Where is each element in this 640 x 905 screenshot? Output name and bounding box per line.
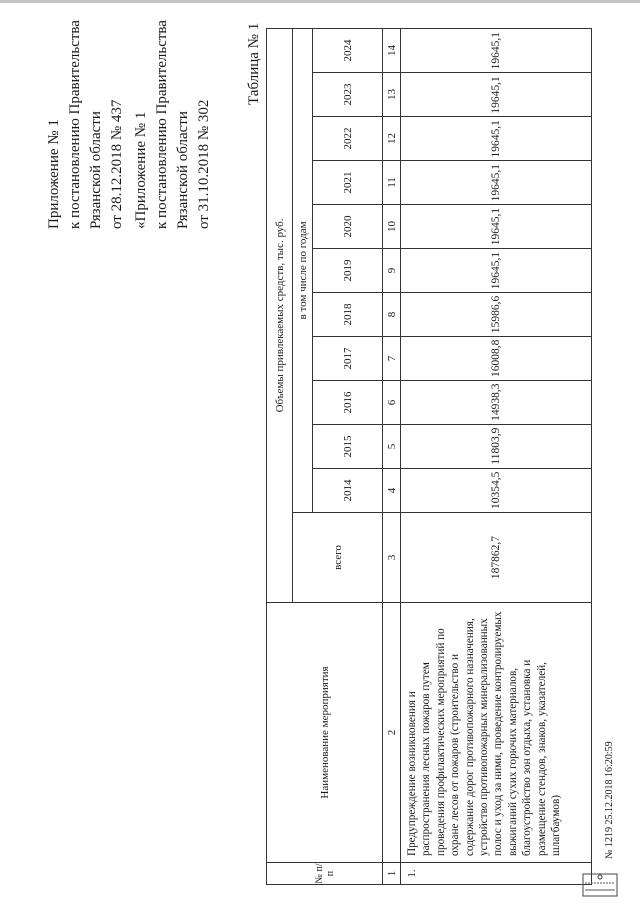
appendix-header-original [131, 20, 215, 229]
index-cell: 7 [383, 337, 401, 381]
index-cell: 8 [383, 293, 401, 337]
year-value: 19645,1 [401, 249, 591, 293]
header-year: 2015 [313, 425, 383, 469]
year-value: 15986,6 [401, 292, 591, 336]
header-year: 2022 [313, 117, 383, 161]
year-value: 11803,9 [401, 424, 591, 468]
header-line: Рязанской области [88, 111, 104, 229]
header-year: 2018 [313, 293, 383, 337]
header-by-years: в том числе по годам [293, 28, 313, 512]
registration-stamp-icon [582, 873, 618, 897]
header-line: Приложение № 1 [46, 119, 62, 229]
index-cell: 12 [383, 117, 401, 161]
year-value: 19645,1 [401, 73, 591, 117]
header-line: от 31.10.2018 № 302 [196, 99, 212, 229]
header-year: 2014 [313, 469, 383, 513]
index-cell: 13 [383, 73, 401, 117]
index-cell: 9 [383, 249, 401, 293]
year-value: 19645,1 [401, 117, 591, 161]
header-year: 2017 [313, 337, 383, 381]
row-description: Предупреждение возникновения и распространения лесных пожаров путем проведения профилактических мероприятий по охране лесов от пожаров (строительство и содержание дорог противопожарного назначения, устройство противопожарных минерализованных полос и уход за ними, проведение контролируемых выжиганий сухих горючих материалов, благоустройство зон отдыха, установка и размещение стендов, знаков, указателей, шлагбаумов) [401, 603, 592, 863]
header-line: к постановлению Правительства [67, 20, 83, 229]
header-year: 2016 [313, 381, 383, 425]
header-year: 2019 [313, 249, 383, 293]
header-year: 2023 [313, 73, 383, 117]
header-year: 2020 [313, 205, 383, 249]
row-total: 187862,7 [401, 513, 592, 603]
header-line: Рязанской области [175, 111, 191, 229]
year-value: 19645,1 [490, 31, 502, 70]
header-name: Наименование мероприятия [267, 603, 383, 863]
table-number: Таблица № 1 [246, 22, 262, 105]
index-cell: 14 [383, 28, 401, 72]
index-cell: 11 [383, 161, 401, 205]
registration-note: № 1219 25.12.2018 16:20:59 [604, 741, 615, 859]
row-values [401, 28, 592, 512]
year-value: 16008,8 [401, 336, 591, 380]
appendix-header-new [44, 20, 128, 229]
header-year: 2021 [313, 161, 383, 205]
index-cell: 3 [383, 513, 401, 603]
index-cell: 4 [383, 469, 401, 513]
index-cell: 6 [383, 381, 401, 425]
row-num: 1. [401, 863, 592, 885]
index-cell: 1 [383, 863, 401, 885]
index-cell: 5 [383, 425, 401, 469]
funding-table [266, 28, 592, 885]
index-cell: 10 [383, 205, 401, 249]
header-year: 2024 [313, 28, 383, 72]
year-value: 14938,3 [401, 380, 591, 424]
year-value: 19645,1 [401, 161, 591, 205]
header-line: «Приложение № 1 [133, 111, 149, 229]
header-total: всего [293, 513, 383, 603]
header-num: № п/п [267, 863, 383, 885]
index-cell: 2 [383, 603, 401, 863]
year-value: 19645,1 [401, 205, 591, 249]
header-line: от 28.12.2018 № 437 [109, 99, 125, 229]
header-line: к постановлению Правительства [154, 20, 170, 229]
year-value: 10354,5 [401, 468, 591, 512]
header-volumes: Объемы привлекаемых средств, тыс. руб. [267, 28, 293, 602]
